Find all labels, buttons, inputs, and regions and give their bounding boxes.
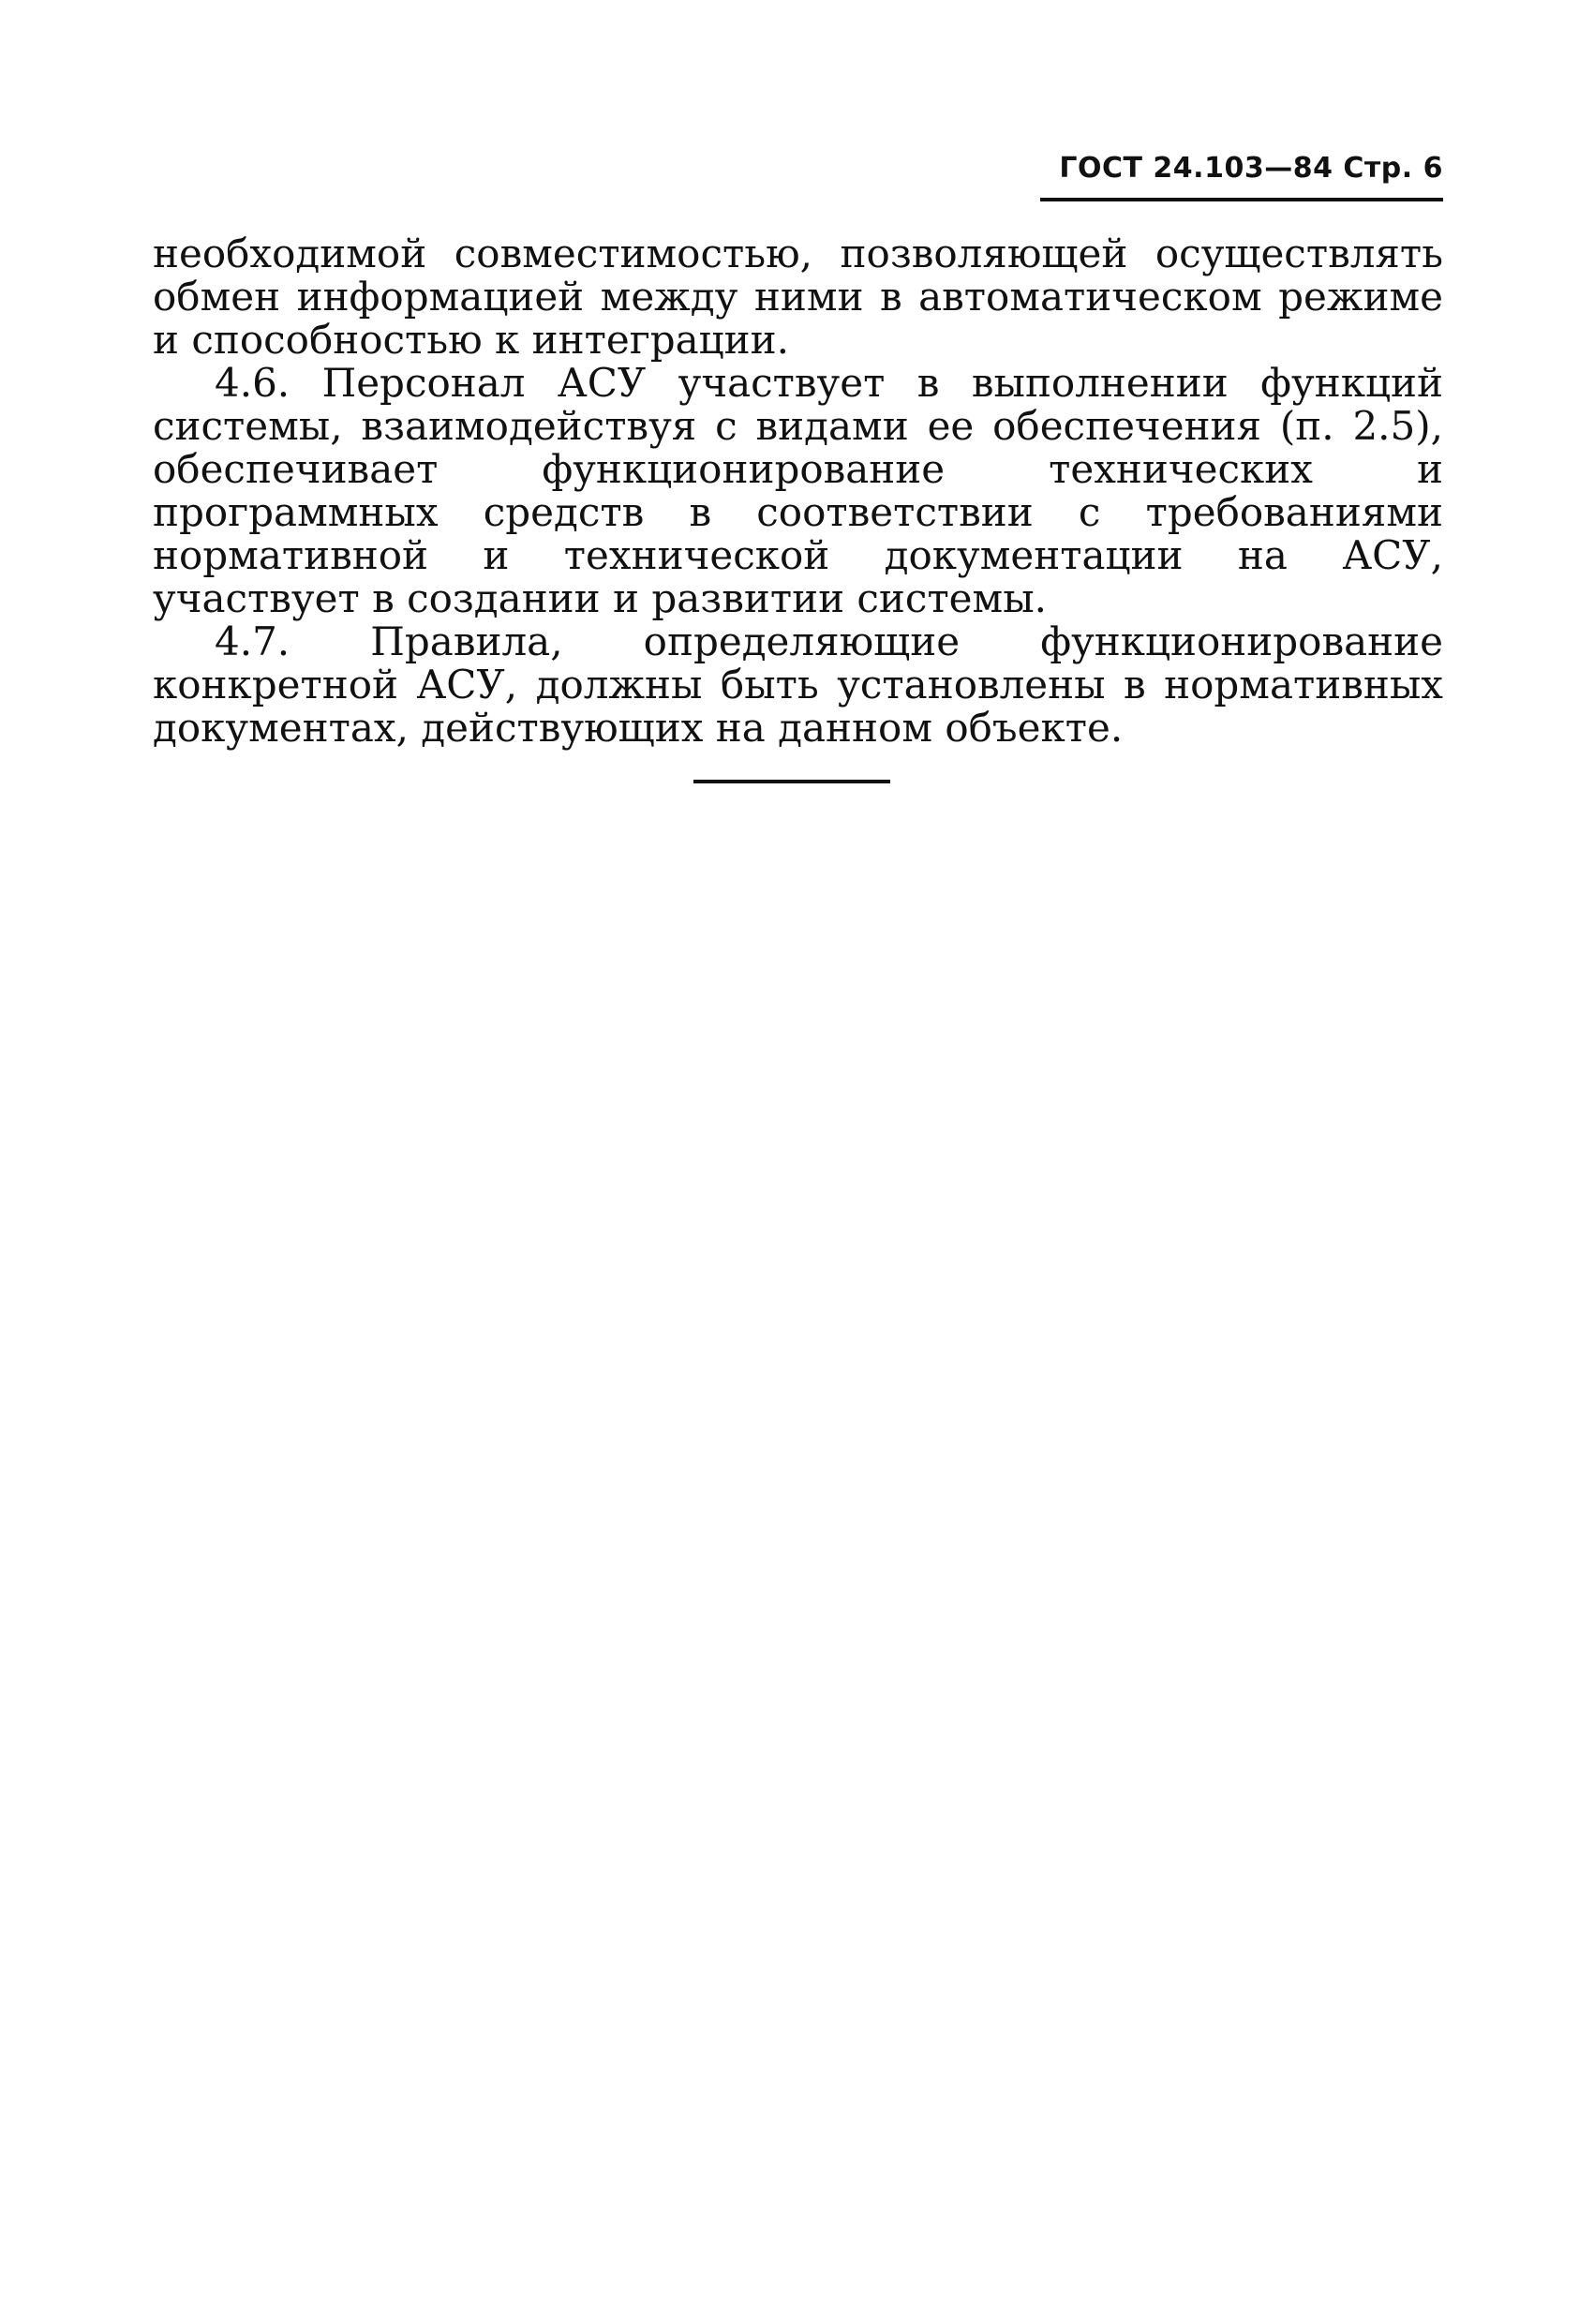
- header-underline: [1040, 198, 1443, 201]
- document-body: [153, 232, 1443, 750]
- paragraph-continuation: необходимой совместимостью, позволяющей осуществлять обмен информацией между ними в автоматическом режиме и способностью к интеграции.: [153, 231, 1443, 363]
- paragraph-4-6: 4.6. Персонал АСУ участвует в выполнении функций системы, взаимодействуя с видами ее обеспечения (п. 2.5), обеспечивает функционирование технических и программных средств в соответствии с требованиями нормативной и технической документации на АСУ, участвует в создании и развитии системы.: [153, 360, 1443, 621]
- end-divider: [693, 780, 890, 783]
- page-header: ГОСТ 24.103—84 Стр. 6: [1059, 152, 1443, 185]
- paragraph-4-7: 4.7. Правила, определяющие функционирование конкретной АСУ, должны быть установлены в нормативных документах, действующих на данном объекте.: [153, 618, 1443, 751]
